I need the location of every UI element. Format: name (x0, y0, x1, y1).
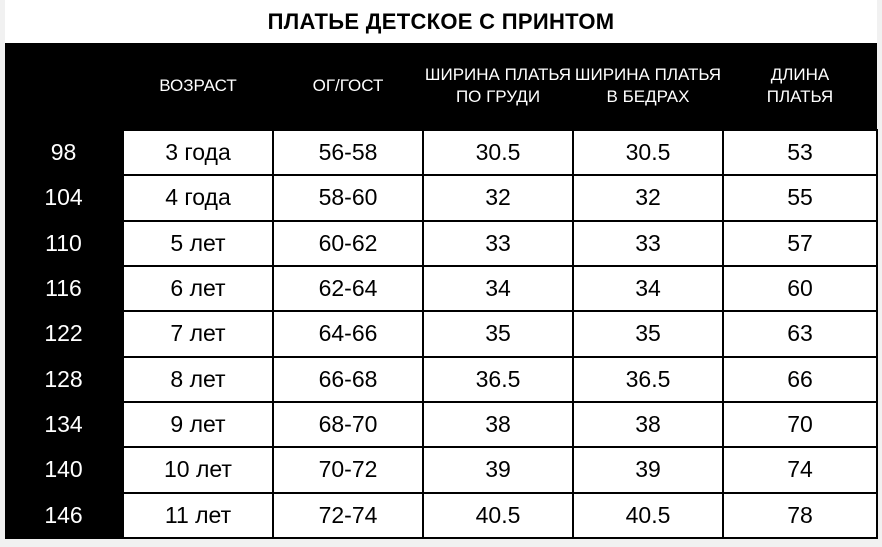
age-cell: 7 лет (123, 311, 273, 356)
og-gost-cell: 66-68 (273, 357, 423, 402)
table-row (5, 357, 877, 402)
dress-length-cell: 74 (723, 447, 877, 492)
og-gost-cell: 62-64 (273, 266, 423, 311)
table-row (5, 266, 877, 311)
chest-width-cell: 30.5 (423, 130, 573, 175)
age-cell: 9 лет (123, 402, 273, 447)
table-row (5, 221, 877, 266)
size-cell: 140 (5, 447, 123, 492)
chest-width-cell: 39 (423, 447, 573, 492)
size-cell: 104 (5, 175, 123, 220)
header-row (5, 43, 877, 130)
size-cell: 122 (5, 311, 123, 356)
table-area (5, 43, 877, 539)
hip-width-cell: 38 (573, 402, 723, 447)
og-gost-cell: 56-58 (273, 130, 423, 175)
dress-length-cell: 70 (723, 402, 877, 447)
size-table (5, 43, 878, 539)
title-band (5, 0, 877, 43)
og-gost-cell: 72-74 (273, 493, 423, 538)
hip-width-cell: 35 (573, 311, 723, 356)
og-gost-cell: 58-60 (273, 175, 423, 220)
page-title: ПЛАТЬЕ ДЕТСКОЕ С ПРИНТОМ (267, 8, 615, 34)
column-header-age: ВОЗРАСТ (123, 43, 273, 130)
column-header-size (5, 43, 123, 130)
dress-length-cell: 53 (723, 130, 877, 175)
size-chart (5, 0, 877, 539)
table-row (5, 493, 877, 538)
dress-length-cell: 57 (723, 221, 877, 266)
hip-width-cell: 32 (573, 175, 723, 220)
size-cell: 98 (5, 130, 123, 175)
table-row (5, 175, 877, 220)
dress-length-cell: 78 (723, 493, 877, 538)
age-cell: 4 года (123, 175, 273, 220)
size-cell: 116 (5, 266, 123, 311)
chest-width-cell: 36.5 (423, 357, 573, 402)
age-cell: 8 лет (123, 357, 273, 402)
hip-width-cell: 39 (573, 447, 723, 492)
column-header-og-gost: ОГ/ГОСТ (273, 43, 423, 130)
age-cell: 5 лет (123, 221, 273, 266)
dress-length-cell: 55 (723, 175, 877, 220)
og-gost-cell: 70-72 (273, 447, 423, 492)
hip-width-cell: 40.5 (573, 493, 723, 538)
chest-width-cell: 32 (423, 175, 573, 220)
og-gost-cell: 64-66 (273, 311, 423, 356)
chest-width-cell: 40.5 (423, 493, 573, 538)
age-cell: 10 лет (123, 447, 273, 492)
table-row (5, 447, 877, 492)
chest-width-cell: 38 (423, 402, 573, 447)
og-gost-cell: 68-70 (273, 402, 423, 447)
chest-width-cell: 35 (423, 311, 573, 356)
hip-width-cell: 30.5 (573, 130, 723, 175)
table-row (5, 130, 877, 175)
chest-width-cell: 33 (423, 221, 573, 266)
size-cell: 128 (5, 357, 123, 402)
table-row (5, 311, 877, 356)
size-cell: 146 (5, 493, 123, 538)
age-cell: 3 года (123, 130, 273, 175)
column-header-dress-length: ДЛИНА ПЛАТЬЯ (723, 43, 877, 130)
dress-length-cell: 60 (723, 266, 877, 311)
hip-width-cell: 36.5 (573, 357, 723, 402)
dress-length-cell: 66 (723, 357, 877, 402)
og-gost-cell: 60-62 (273, 221, 423, 266)
hip-width-cell: 34 (573, 266, 723, 311)
column-header-hip-width: ШИРИНА ПЛАТЬЯ В БЕДРАХ (573, 43, 723, 130)
size-cell: 134 (5, 402, 123, 447)
hip-width-cell: 33 (573, 221, 723, 266)
age-cell: 11 лет (123, 493, 273, 538)
column-header-chest-width: ШИРИНА ПЛАТЬЯ ПО ГРУДИ (423, 43, 573, 130)
table-row (5, 402, 877, 447)
chest-width-cell: 34 (423, 266, 573, 311)
dress-length-cell: 63 (723, 311, 877, 356)
size-cell: 110 (5, 221, 123, 266)
age-cell: 6 лет (123, 266, 273, 311)
